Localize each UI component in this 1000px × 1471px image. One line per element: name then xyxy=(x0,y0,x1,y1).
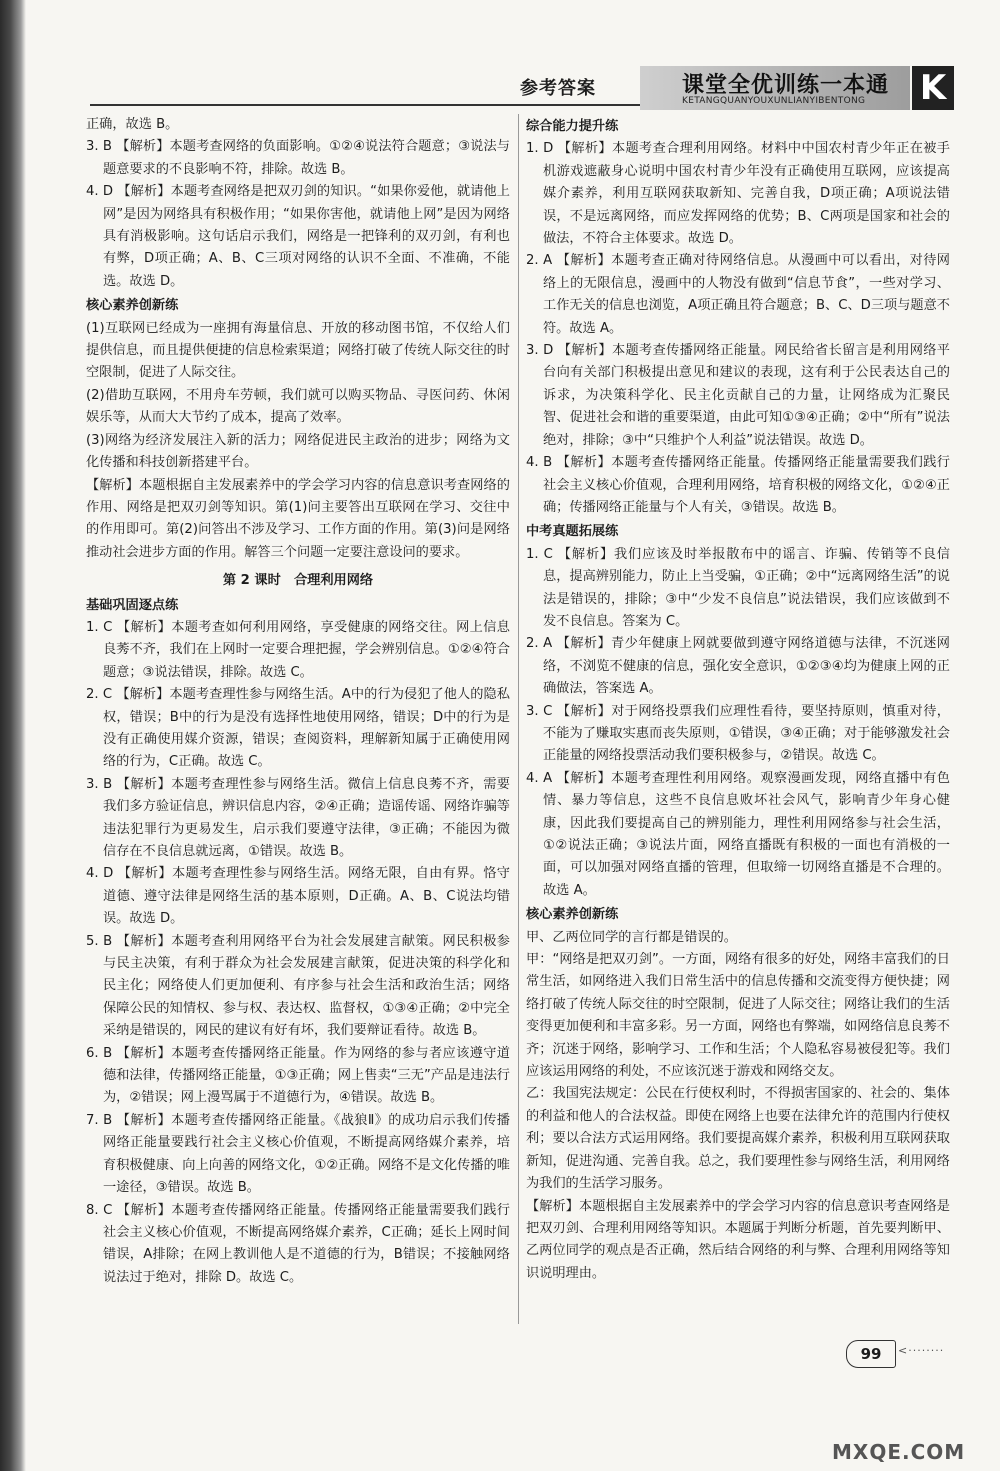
answer-paragraph: (3)网络为经济发展注入新的活力；网络促进民主政治的进步；网络为文化传播和科技创新搭建平台。 xyxy=(86,432,510,471)
section-heading: 基础巩固逐点练 xyxy=(86,597,179,613)
page-decoration: <········ xyxy=(898,1344,945,1357)
answer-paragraph: 乙：我国宪法规定：公民在行使权利时，不得损害国家的、社会的、集体的利益和他人的合法权益。即使在网络上也要在法律允许的范围内行使权利；要以合法方式运用网络。我们要提高媒介素养，积极利用互联网获取新知，促进沟通、完善自我。总之，我们要理性参与网络生活，利用网络为我们的生活学习服务。 xyxy=(526,1086,950,1192)
header-rule xyxy=(90,104,646,106)
answer-item: 3. D 【解析】本题考查传播网络正能量。网民给省长留言是利用网络平台向有关部门积极提出意见和建议的表现，这有利于公民表达自己的诉求，为决策科学化、民主化贡献自己的力量，让网络成为汇聚民智、促进社会和谐的重要渠道，由此可知①③④正确；②中“所有”说法绝对，排除；③中“只维护个人利益”说法错误。故选 D。 xyxy=(526,343,950,448)
answer-paragraph: 甲、乙两位同学的言行都是错误的。 xyxy=(526,929,737,945)
book-spine-shadow xyxy=(0,0,26,1471)
answer-item: 2. A 【解析】青少年健康上网就要做到遵守网络道德与法律，不沉迷网络，不浏览不健康的信息，强化安全意识，①②③④均为健康上网的正确做法，答案选 A。 xyxy=(526,636,950,697)
watermark-site: MXQE.COM xyxy=(832,1440,966,1464)
answer-paragraph: (1)互联网已经成为一座拥有海量信息、开放的移动图书馆，不仅给人们提供信息，而且提供便捷的信息检索渠道；网络打破了传统人际交往的时空限制，促进了人际交往。 xyxy=(86,320,510,381)
column-divider xyxy=(518,114,519,1324)
brand-logo: K xyxy=(912,66,954,110)
answer-continuation: 正确，故选 B。 xyxy=(86,117,179,132)
answer-paragraph: 甲：“网络是把双刃剑”。一方面，网络有很多的好处，网络丰富我们的日常生活，如网络进入我们日常生活中的信息传播和交流变得方便快捷；网络打破了传统人际交往的时空限制，促进了人际交往；网络让我们的生活变得更加便利和丰富多彩。另一方面，网络也有弊端，如网络信息良莠不齐；沉迷于网络，影响学习、工作和生活；个人隐私容易被侵犯等。我们应该运用网络的利处，不应该沉迷于游戏和网络交友。 xyxy=(526,952,950,1080)
answer-paragraph: (2)借助互联网，不用舟车劳顿，我们就可以购买物品、寻医问药、休闲娱乐等，从而大大节约了成本，提高了效率。 xyxy=(86,387,510,426)
answer-item: 5. B 【解析】本题考查利用网络平台为社会发展建言献策。网民积极参与民主决策，有利于群众为社会发展建言献策，促进决策的科学化和民主化；网络使人们更加便利、有序参与社会生活和政治生活；网络保障公民的知情权、参与权、表达权、监督权，①③④正确；②中完全采纳是错误的，网民的建议有好有坏，我们要辩证看待。故选 B。 xyxy=(86,933,510,1039)
analysis-paragraph: 【解析】本题根据自主发展素养中的学会学习内容的信息意识考查网络是把双刃剑、合理利用网络等知识。本题属于判断分析题，首先要判断甲、乙两位同学的观点是否正确，然后结合网络的利与弊、合理利用网络等知识说明理由。 xyxy=(526,1198,950,1281)
answer-item: 3. B 【解析】本题考查网络的负面影响。①②④说法符合题意；③说法与题意要求的不良影响不符，排除。故选 B。 xyxy=(86,139,510,177)
brand-pinyin: KETANGQUANYOUXUNLIANYIBENTONG xyxy=(682,96,866,106)
answer-item: 1. D 【解析】本题考查合理利用网络。材料中中国农村青少年正在被手机游戏遮蔽身心说明中国农村青少年没有正确使用互联网，应该提高媒介素养，利用互联网获取新知、完善自我，D项正确；A项说法错误，不是远离网络，而应发挥网络的优势；B、C两项是国家和社会的做法，不符合主体要求。故选 D。 xyxy=(526,141,950,247)
answer-item: 8. C 【解析】本题考查传播网络正能量。传播网络正能量需要我们践行社会主义核心价值观，不断提高网络媒介素养，C正确；延长上网时间错误，A排除；在网上教训他人是不道德的行为，B错误；不接触网络说法过于绝对，排除 D。故选 C。 xyxy=(86,1202,510,1285)
left-column xyxy=(86,114,510,1289)
answer-item: 2. C 【解析】本题考查理性参与网络生活。A中的行为侵犯了他人的隐私权，错误；B中的行为是没有选择性地使用网络，错误；D中的行为是没有正确使用媒介资源，错误；查阅资料，理解新知属于正确使用网络的行为，C正确。故选 C。 xyxy=(86,687,510,770)
answer-item: 7. B 【解析】本题考查传播网络正能量。《战狼Ⅱ》的成功启示我们传播网络正能量要践行社会主义核心价值观，不断提高网络媒介素养，培育积极健康、向上向善的网络文化，①②正确。网络不是文化传播的唯一途径，③错误。故选 B。 xyxy=(86,1112,510,1196)
page-number: 99 xyxy=(846,1340,896,1368)
answer-item: 1. C 【解析】本题考查如何利用网络，享受健康的网络交往。网上信息良莠不齐，我们在上网时一定要合理把握，学会辨别信息。①②④符合题意；③说法错误，排除。故选 C。 xyxy=(86,619,510,680)
analysis-paragraph: 【解析】本题根据自主发展素养中的学会学习内容的信息意识考查网络的作用、网络是把双刃剑等知识。第(1)问主要答出互联网在学习、交往中的作用即可。第(2)问答出不涉及学习、工作方面的作用。第(3)问是网络推动社会进步方面的作用。解答三个问题一定要注意设问的要求。 xyxy=(86,477,510,560)
answer-item: 4. D 【解析】本题考查网络是把双刃剑的知识。“如果你爱他，就请他上网”是因为网络具有积极作用；“如果你害他，就请他上网”是因为网络具有消极影响。这句话启示我们，网络是一把锋利的双刃剑，有利也有弊，D项正确；A、B、C三项对网络的认识不全面、不准确，不能选。故选 D。 xyxy=(86,184,510,289)
section-heading: 中考真题拓展练 xyxy=(526,524,619,540)
answer-item: 1. C 【解析】我们应该及时举报散布中的谣言、诈骗、传销等不良信息，提高辨别能力，防止上当受骗，①正确；②中“远离网络生活”的说法是错误的，排除；③中“少发不良信息”说法错误，我们应该做到不发不良信息。答案为 C。 xyxy=(526,546,950,629)
answer-item: 4. A 【解析】本题考查理性利用网络。观察漫画发现，网络直播中有色情、暴力等信息，这些不良信息败坏社会风气，影响青少年身心健康，因此我们要提高自己的辨别能力，理性利用网络参与社会生活，①②说法正确；③说法片面，网络直播既有积极的一面也有消极的一面，可以加强对网络直播的管理，但取缔一切网络直播是不合理的。故选 A。 xyxy=(526,770,950,898)
answer-item: 3. C 【解析】对于网络投票我们应理性看待，要坚持原则，慎重对待，不能为了赚取实惠而丧失原则，①错误，③④正确；对于能够激发社会正能量的网络投票活动我们要积极参与，②错误。故选 C。 xyxy=(526,703,950,764)
brand-name: 课堂全优训练一本通 xyxy=(682,73,890,98)
section-heading: 综合能力提升练 xyxy=(526,119,619,134)
answer-item: 4. B 【解析】本题考查传播网络正能量。传播网络正能量需要我们践行社会主义核心价值观，合理利用网络，培育积极的网络文化，①②④正确；传播网络正能量与个人有关，③错误。故选 B。 xyxy=(526,455,950,515)
answer-item: 6. B 【解析】本题考查传播网络正能量。作为网络的参与者应该遵守道德和法律，传播网络正能量，①③正确；网上售卖“三无”产品是违法行为，②错误；网上漫骂属于不道德行为，④错误。故选 B。 xyxy=(86,1045,510,1106)
answer-item: 3. B 【解析】本题考查理性参与网络生活。微信上信息良莠不齐，需要我们多方验证信息，辨识信息内容，②④正确；造谣传谣、网络诈骗等违法犯罪行为更易发生，启示我们要遵守法律，③正确；不能因为微信存在不良信息就远离，①错误。故选 B。 xyxy=(86,776,510,859)
section-title: 参考答案 xyxy=(520,78,596,99)
answer-item: 4. D 【解析】本题考查理性参与网络生活。网络无限，自由有界。恪守道德、遵守法律是网络生活的基本原则，D正确。A、B、C说法均错误。故选 D。 xyxy=(86,866,510,927)
section-heading: 核心素养创新练 xyxy=(526,907,619,923)
section-heading: 核心素养创新练 xyxy=(86,298,179,314)
answer-item: 2. A 【解析】本题考查正确对待网络信息。从漫画中可以看出，对待网络上的无限信息，漫画中的人物没有做到“信息节食”，一些对学习、工作无关的信息也浏览，A项正确且符合题意；B、C、D三项与题意不符。故选 A。 xyxy=(526,253,950,336)
lesson-title: 第 2 课时 合理利用网络 xyxy=(222,573,374,589)
right-column xyxy=(526,114,950,1285)
